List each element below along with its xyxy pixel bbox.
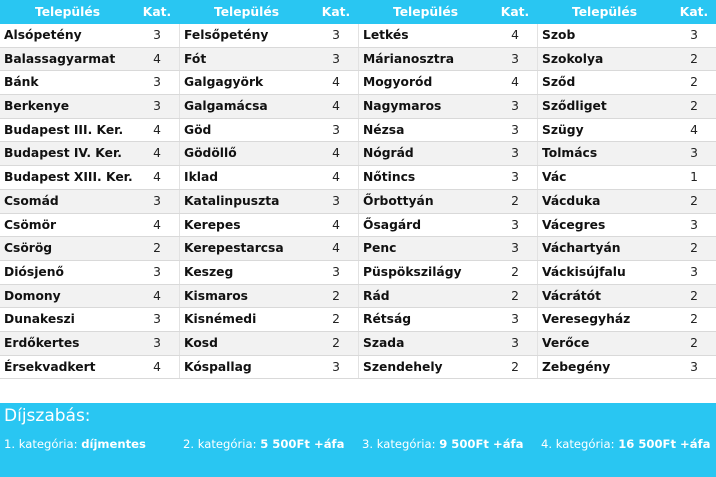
settlement-category: 2 <box>153 241 161 256</box>
settlement-category: 3 <box>690 146 698 161</box>
table-cell-group <box>179 119 358 142</box>
table-row <box>0 48 716 72</box>
category-label: 2. kategória: <box>183 437 261 451</box>
settlement-category: 4 <box>690 122 698 137</box>
header-telepules: Település <box>392 5 459 19</box>
table-cell-group <box>0 332 179 355</box>
table-cell-group <box>358 119 537 142</box>
table-cell-group <box>537 190 716 213</box>
settlement-name: Fót <box>184 51 207 66</box>
settlement-name: Kóspallag <box>184 359 252 374</box>
table-cell-group <box>0 48 179 71</box>
settlement-category: 4 <box>332 217 340 232</box>
table-cell-group <box>537 142 716 165</box>
settlement-category: 2 <box>690 288 698 303</box>
table-row <box>0 119 716 143</box>
table-cell-group <box>537 71 716 94</box>
table-cell-group <box>179 166 358 189</box>
table-cell-group <box>0 95 179 118</box>
settlement-name: Sződ <box>542 75 576 90</box>
table-cell-group <box>358 166 537 189</box>
table-cell-group <box>358 24 537 47</box>
settlement-name: Nógrád <box>363 146 414 161</box>
category-price: 9 500Ft +áfa <box>439 437 524 451</box>
settlement-category: 3 <box>153 335 161 350</box>
pricing-category-2 <box>179 437 358 451</box>
table-cell-group <box>179 332 358 355</box>
table-cell-group <box>179 71 358 94</box>
settlement-name: Budapest IV. Ker. <box>4 146 122 161</box>
table-row <box>0 24 716 48</box>
table-cell-group <box>358 142 537 165</box>
settlement-category: 3 <box>332 359 340 374</box>
settlement-category: 2 <box>690 335 698 350</box>
category-label: 1. kategória: <box>4 437 82 451</box>
table-header <box>0 0 716 24</box>
table-row <box>0 190 716 214</box>
settlement-category: 4 <box>332 75 340 90</box>
header-telepules: Település <box>34 5 101 19</box>
settlement-category: 3 <box>153 28 161 42</box>
table-cell-group <box>358 285 537 308</box>
table-cell-group <box>358 214 537 237</box>
table-cell-group <box>0 285 179 308</box>
settlement-name: Budapest III. Ker. <box>4 122 124 137</box>
settlement-category: 2 <box>511 264 519 279</box>
table-cell-group <box>358 261 537 284</box>
settlement-name: Szokolya <box>542 51 604 66</box>
pricing-category-3 <box>358 437 537 451</box>
settlement-name: Iklad <box>184 170 219 185</box>
settlement-name: Balassagyarmat <box>4 51 116 66</box>
settlement-name: Galgagyörk <box>184 75 264 90</box>
settlement-name: Kerepes <box>184 217 241 232</box>
settlement-name: Keszeg <box>184 264 234 279</box>
settlement-category: 3 <box>153 75 161 90</box>
settlement-name: Csömör <box>4 217 57 232</box>
table-cell-group <box>358 95 537 118</box>
settlement-category: 3 <box>332 51 340 66</box>
table-cell-group <box>537 332 716 355</box>
table-cell-group <box>537 48 716 71</box>
settlement-name: Katalinpuszta <box>184 193 280 208</box>
settlement-category: 4 <box>332 241 340 256</box>
settlement-name: Dunakeszi <box>4 312 75 327</box>
table-row <box>0 166 716 190</box>
settlement-name: Göd <box>184 122 212 137</box>
pricing-footer <box>0 403 716 477</box>
settlement-name: Vácrátót <box>542 288 601 303</box>
table-cell-group <box>537 166 716 189</box>
settlement-category: 3 <box>690 264 698 279</box>
settlement-name: Letkés <box>363 28 409 42</box>
settlement-category: 3 <box>153 99 161 114</box>
table-row <box>0 71 716 95</box>
settlement-name: Őrbottyán <box>363 193 434 208</box>
settlement-category: 4 <box>153 217 161 232</box>
settlement-name: Szügy <box>542 122 584 137</box>
table-cell-group <box>0 190 179 213</box>
category-price: díjmentes <box>81 437 146 451</box>
table-cell-group <box>358 71 537 94</box>
settlement-category: 3 <box>153 264 161 279</box>
settlement-category: 3 <box>511 312 519 327</box>
table-cell-group <box>537 237 716 260</box>
settlement-category: 3 <box>153 312 161 327</box>
settlement-category: 2 <box>511 288 519 303</box>
settlement-name: Gödöllő <box>184 146 237 161</box>
settlement-category: 2 <box>511 359 519 374</box>
settlement-category: 3 <box>153 193 161 208</box>
settlement-name: Csörög <box>4 241 53 256</box>
settlement-category: 4 <box>332 146 340 161</box>
table-cell-group <box>0 119 179 142</box>
settlement-name: Berkenye <box>4 99 70 114</box>
category-price: 16 500Ft +áfa <box>618 437 711 451</box>
settlement-category: 4 <box>153 146 161 161</box>
table-cell-group <box>537 24 716 47</box>
settlement-category: 2 <box>690 312 698 327</box>
table-cell-group <box>358 332 537 355</box>
settlement-name: Zebegény <box>542 359 611 374</box>
header-col-1 <box>0 0 179 24</box>
settlement-category: 3 <box>332 122 340 137</box>
settlement-name: Ősagárd <box>363 217 422 232</box>
pricing-category-4 <box>537 437 716 451</box>
header-kat: Kat. <box>321 5 351 19</box>
settlement-category: 2 <box>332 288 340 303</box>
settlement-category: 3 <box>511 51 519 66</box>
settlement-name: Budapest XIII. Ker. <box>4 170 133 185</box>
settlement-name: Verőce <box>542 335 590 350</box>
header-col-3 <box>358 0 537 24</box>
table-row <box>0 142 716 166</box>
table-row <box>0 95 716 119</box>
table-cell-group <box>0 237 179 260</box>
settlement-name: Erdőkertes <box>4 335 80 350</box>
settlement-category: 2 <box>690 51 698 66</box>
table-row <box>0 285 716 309</box>
settlement-category: 2 <box>690 241 698 256</box>
settlement-category: 4 <box>332 170 340 185</box>
table-cell-group <box>537 356 716 379</box>
table-cell-group <box>0 308 179 331</box>
settlement-name: Tolmács <box>542 146 598 161</box>
table-cell-group <box>0 261 179 284</box>
table-cell-group <box>179 190 358 213</box>
settlement-category: 3 <box>690 28 698 42</box>
table-cell-group <box>358 308 537 331</box>
settlement-category: 4 <box>153 170 161 185</box>
header-telepules: Település <box>213 5 280 19</box>
settlement-category: 4 <box>511 75 519 90</box>
pricing-title: Díjszabás: <box>4 406 91 426</box>
table-row <box>0 308 716 332</box>
pricing-categories <box>0 437 716 451</box>
settlement-name: Nézsa <box>363 122 405 137</box>
table-cell-group <box>537 285 716 308</box>
settlement-name: Vácegres <box>542 217 606 232</box>
table-cell-group <box>537 308 716 331</box>
table-cell-group <box>0 214 179 237</box>
settlement-category: 2 <box>690 99 698 114</box>
settlement-name: Rétság <box>363 312 412 327</box>
table-cell-group <box>179 285 358 308</box>
table-cell-group <box>179 95 358 118</box>
table-row <box>0 332 716 356</box>
table-cell-group <box>358 237 537 260</box>
category-price: 5 500Ft +áfa <box>260 437 345 451</box>
table-cell-group <box>179 214 358 237</box>
settlement-name: Nőtincs <box>363 170 416 185</box>
table-cell-group <box>0 24 179 47</box>
settlement-name: Szob <box>542 28 576 42</box>
table-cell-group <box>179 24 358 47</box>
settlement-table <box>0 24 716 379</box>
header-telepules: Település <box>571 5 638 19</box>
category-label: 4. kategória: <box>541 437 619 451</box>
table-cell-group <box>179 261 358 284</box>
settlement-category: 4 <box>153 359 161 374</box>
settlement-category: 2 <box>690 193 698 208</box>
table-cell-group <box>0 166 179 189</box>
settlement-name: Vác <box>542 170 567 185</box>
header-kat: Kat. <box>500 5 530 19</box>
settlement-category: 4 <box>332 99 340 114</box>
settlement-name: Nagymaros <box>363 99 442 114</box>
table-cell-group <box>0 356 179 379</box>
pricing-category-1 <box>0 437 179 451</box>
settlement-name: Rád <box>363 288 390 303</box>
table-cell-group <box>358 190 537 213</box>
table-cell-group <box>537 261 716 284</box>
settlement-category: 3 <box>511 122 519 137</box>
settlement-category: 4 <box>153 122 161 137</box>
settlement-name: Galgamácsa <box>184 99 268 114</box>
settlement-name: Kismaros <box>184 288 249 303</box>
settlement-category: 1 <box>690 170 698 185</box>
settlement-category: 3 <box>511 217 519 232</box>
settlement-category: 3 <box>511 99 519 114</box>
settlement-name: Szendehely <box>363 359 443 374</box>
header-kat: Kat. <box>679 5 709 19</box>
settlement-name: Kerepestarcsa <box>184 241 284 256</box>
table-cell-group <box>179 48 358 71</box>
settlement-category: 2 <box>690 75 698 90</box>
settlement-name: Püspökszilágy <box>363 264 462 279</box>
table-cell-group <box>179 142 358 165</box>
table-cell-group <box>537 119 716 142</box>
settlement-name: Felsőpetény <box>184 28 269 42</box>
settlement-category: 3 <box>511 170 519 185</box>
table-cell-group <box>179 237 358 260</box>
settlement-category: 3 <box>690 217 698 232</box>
settlement-name: Veresegyház <box>542 312 631 327</box>
settlement-category: 4 <box>153 51 161 66</box>
settlement-name: Váckisújfalu <box>542 264 626 279</box>
settlement-category: 2 <box>332 312 340 327</box>
table-cell-group <box>0 142 179 165</box>
settlement-category: 4 <box>511 28 519 42</box>
settlement-name: Kosd <box>184 335 218 350</box>
settlement-name: Szada <box>363 335 405 350</box>
settlement-name: Márianosztra <box>363 51 455 66</box>
settlement-name: Vácduka <box>542 193 601 208</box>
category-label: 3. kategória: <box>362 437 440 451</box>
table-cell-group <box>0 71 179 94</box>
header-col-4 <box>537 0 716 24</box>
settlement-name: Domony <box>4 288 61 303</box>
settlement-category: 3 <box>332 28 340 42</box>
settlement-category: 3 <box>332 193 340 208</box>
settlement-name: Penc <box>363 241 397 256</box>
table-row <box>0 356 716 380</box>
table-cell-group <box>537 95 716 118</box>
table-row <box>0 237 716 261</box>
settlement-category: 4 <box>153 288 161 303</box>
settlement-name: Mogyoród <box>363 75 433 90</box>
table-row <box>0 261 716 285</box>
settlement-name: Érsekvadkert <box>4 359 96 374</box>
settlement-category: 2 <box>511 193 519 208</box>
table-row <box>0 214 716 238</box>
settlement-name: Csomád <box>4 193 59 208</box>
settlement-category: 3 <box>511 146 519 161</box>
settlement-category: 3 <box>511 335 519 350</box>
table-cell-group <box>179 308 358 331</box>
settlement-name: Kisnémedi <box>184 312 257 327</box>
settlement-category: 3 <box>690 359 698 374</box>
settlement-name: Sződliget <box>542 99 607 114</box>
table-cell-group <box>179 356 358 379</box>
settlement-category: 2 <box>332 335 340 350</box>
table-cell-group <box>537 214 716 237</box>
header-col-2 <box>179 0 358 24</box>
table-cell-group <box>358 356 537 379</box>
settlement-name: Bánk <box>4 75 39 90</box>
settlement-category: 3 <box>511 241 519 256</box>
settlement-category: 3 <box>332 264 340 279</box>
settlement-name: Alsópetény <box>4 28 82 42</box>
header-kat: Kat. <box>142 5 172 19</box>
settlement-name: Diósjenő <box>4 264 64 279</box>
table-cell-group <box>358 48 537 71</box>
settlement-name: Váchartyán <box>542 241 621 256</box>
